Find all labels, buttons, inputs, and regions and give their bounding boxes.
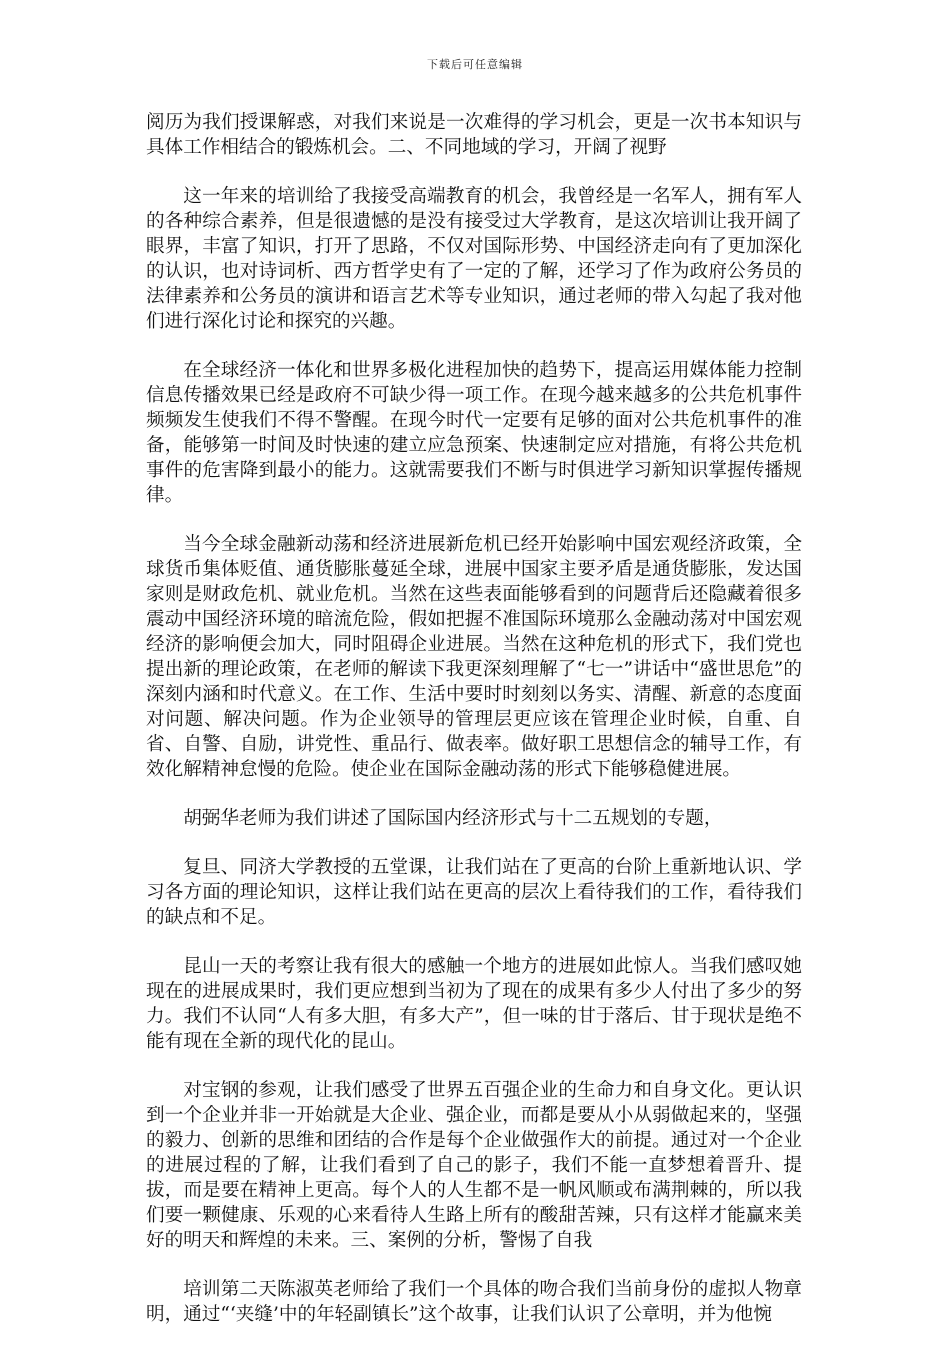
paragraph-7: 昆山一天的考察让我有很大的感触一个地方的进展如此惊人。当我们感叹她现在的进展成果时，我们更应想到当初为了现在的成果有多少人付出了多少的努力。我们不认同“人有多大胆，有多大产”，但一味的甘于落后、甘于现状是绝不能有现在全新的现代化的昆山。: [146, 956, 802, 1052]
paragraph-6: 复旦、同济大学教授的五堂课，让我们站在了更高的台阶上重新地认识、学习各方面的理论知识，这样让我们站在更高的层次上看待我们的工作，看待我们的缺点和不足。: [146, 857, 802, 928]
paragraph-5: 胡弼华老师为我们讲述了国际国内经济形式与十二五规划的专题，: [183, 808, 723, 829]
paragraph-3: 在全球经济一体化和世界多极化进程加快的趋势下，提高运用媒体能力控制信息传播效果已经是政府不可缺少得一项工作。在现今越来越多的公共危机事件频频发生使我们不得不警醒。在现今时代一定要有足够的面对公共危机事件的准备，能够第一时间及时快速的建立应急预案、快速制定应对措施，有将公共危机事件的危害降到最小的能力。这就需要我们不断与时俱进学习新知识掌握传播规律。: [146, 360, 802, 506]
paragraph-2: 这一年来的培训给了我接受高端教育的机会，我曾经是一名军人，拥有军人的各种综合素养，但是很遗憾的是没有接受过大学教育，是这次培训让我开阔了眼界，丰富了知识，打开了思路，不仅对国际形势、中国经济走向有了更加深化的认识，也对诗词析、西方哲学史有了一定的了解，还学习了作为政府公务员的法律素养和公务员的演讲和语言艺术等专业知识，通过老师的带入勾起了我对他们进行深化讨论和探究的兴趣。: [146, 186, 802, 332]
paragraph-4: 当今全球金融新动荡和经济进展新危机已经开始影响中国宏观经济政策，全球货币集体贬值、通货膨胀蔓延全球，进展中国家主要矛盾是通货膨胀，发达国家则是财政危机、就业危机。当然在这些表面能够看到的问题背后还隐藏着很多震动中国经济环境的暗流危险，假如把握不准国际环境那么金融动荡对中国宏观经济的影响便会加大，同时阻碍企业进展。当然在这种危机的形式下，我们党也提出新的理论政策，在老师的解读下我更深刻理解了“七一”讲话中“盛世思危”的深刻内涵和时代意义。在工作、生活中要时时刻刻以务实、清醒、新意的态度面对问题、解决问题。作为企业领导的管理层更应该在管理企业时候，自重、自省、自警、自励，讲党性、重品行、做表率。做好职工思想信念的辅导工作，有效化解精神怠慢的危险。使企业在国际金融动荡的形式下能够稳健进展。: [146, 534, 802, 780]
paragraph-8: 对宝钢的参观，让我们感受了世界五百强企业的生命力和自身文化。更认识到一个企业并非一开始就是大企业、强企业，而都是要从小从弱做起来的，坚强的毅力、创新的思维和团结的合作是每个企业做强作大的前提。通过对一个企业的进展过程的了解，让我们看到了自己的影子，我们不能一直梦想着晋升、提拔，而是要在精神上更高。每个人的人生都不是一帆风顺或布满荆棘的，所以我们要一颗健康、乐观的心来看待人生路上所有的酸甜苦辣，只有这样才能赢来美好的明天和辉煌的未来。三、案例的分析，警惕了自我: [146, 1080, 802, 1251]
paragraph-1: 阅历为我们授课解惑，对我们来说是一次难得的学习机会，更是一次书本知识与具体工作相结合的锻炼机会。二、不同地域的学习，开阔了视野: [146, 112, 802, 158]
paragraph-9: 培训第二天陈淑英老师给了我们一个具体的吻合我们当前身份的虚拟人物章明，通过“‘夹缝’中的年轻副镇长”这个故事，让我们认识了公章明，并为他惋: [146, 1279, 802, 1325]
page-header-note: 下载后可任意编辑: [427, 58, 523, 71]
document-body: [146, 110, 802, 1351]
